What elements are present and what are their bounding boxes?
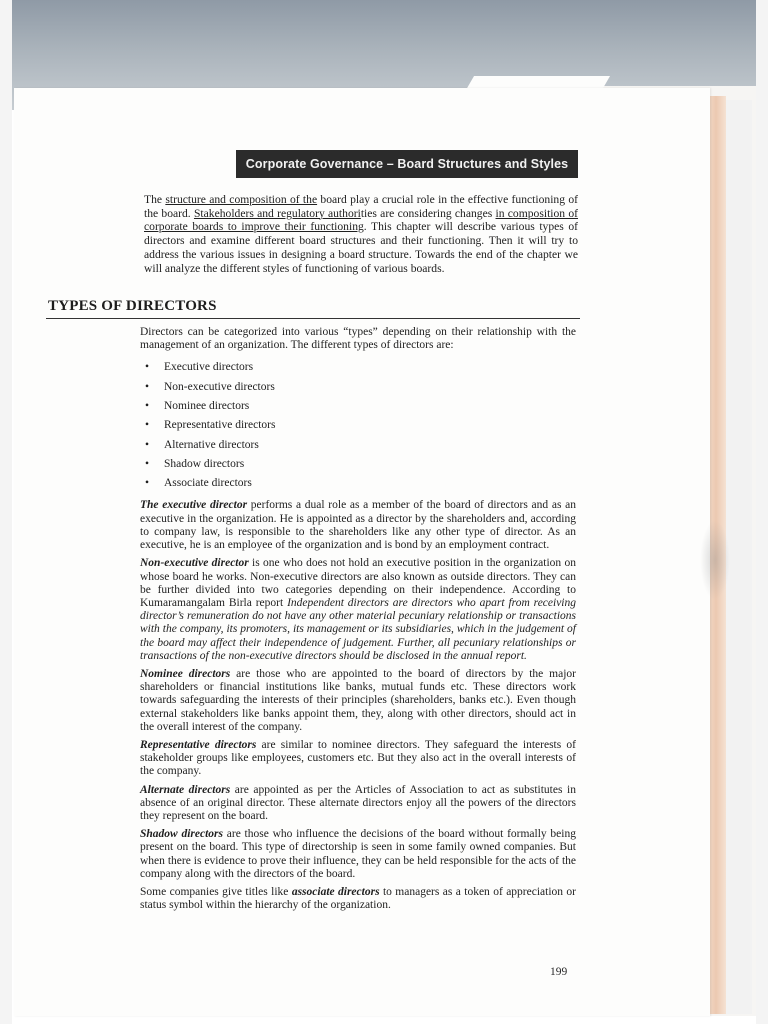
scan-margin-left <box>0 0 12 1024</box>
executive-director-paragraph: The executive director performs a dual role as a member of the board of directors and as an executive in the organization. He is appointed as a director by the shareholders and, according to company law, is responsible to the shareholders like any other type of director. As an executive, he is an employee of the organization and is bond by an employment contract. <box>140 499 576 552</box>
list-item: • Nominee directors <box>144 400 250 412</box>
chapter-banner: Corporate Governance – Board Structures and Styles <box>236 150 578 178</box>
list-item: • Non-executive directors <box>144 380 275 393</box>
associate-director-paragraph: Some companies give titles like associate directors to managers as a token of appreciation or status symbol within the hierarchy of the organization. <box>140 885 577 912</box>
list-item: • Associate directors <box>144 477 252 490</box>
types-intro: Directors can be categorized into various “types” depending on their relationship with the management of an organization. The different types of directors are: <box>140 326 576 352</box>
director-types-list <box>140 358 576 493</box>
shadow-director-paragraph: Shadow directors are those who influence the decisions of the board without formally being present on the board. This type of directorship is seen in some family owned companies. But when there is evidence to prove their influence, they can be held responsible for the acts of the company along with the directors of the board. <box>140 828 576 880</box>
scan-margin-right <box>756 0 768 1024</box>
list-item: • Executive directors <box>144 361 254 374</box>
section-body <box>140 326 576 917</box>
nominee-director-paragraph: Nominee directors are those who are appointed to the board of directors by the major shareholders or financial institutions like banks, mutual funds etc. These directors work towards safeguarding the interests of their principles (shareholders, banks etc.). Even though external stakeholders like banks appoint them, they, along with other directors, should act in the overall interest of the company. <box>140 667 577 733</box>
alternate-director-paragraph: Alternate directors are appointed as per the Articles of Association to act as substitutes in absence of an original director. These alternate directors enjoy all the powers of the directors they represent on the board. <box>140 783 576 822</box>
list-item: • Shadow directors <box>144 457 245 470</box>
non-executive-director-paragraph: Non-executive director is one who does not hold an executive position in the organization on whose board he works. Non-executive directors are also known as outside directors. They can be further divided into two categories depending on their independence. According to Kumaramangalam Birla report Independent directors are directors who apart from receiving director’s remuneration do not have any other material pecuniary relationship or transactions with the company, its promoters, its management or its subsidiaries, which in the judgement of the board may affect their independence of judgement. Further, all pecuniary relationships or transactions of the non-executive directors should be disclosed in the annual report. <box>140 557 577 662</box>
list-item: • Alternative directors <box>144 438 259 451</box>
spine-smudge <box>700 520 730 600</box>
section-heading: TYPES OF DIRECTORS <box>48 298 217 314</box>
representative-director-paragraph: Representative directors are similar to nominee directors. They safeguard the interests of stakeholder groups like employees, customers etc. But they also act in the overall interests of the company. <box>140 738 576 778</box>
chapter-intro: The structure and composition of the board play a crucial role in the effective functioning of the board. Stakeholders and regulatory authorities are considering changes in composition of corporate boards to improve their functioning. This chapter will describe various types of directors and examine different board structures and their functioning. Then it will try to address the various issues in designing a board structure. Towards the end of the chapter we will analyze the different styles of functioning of various boards. <box>144 193 579 275</box>
heading-rule <box>46 318 580 319</box>
list-item: • Representative directors <box>144 419 276 432</box>
page-number: 199 <box>550 966 568 978</box>
